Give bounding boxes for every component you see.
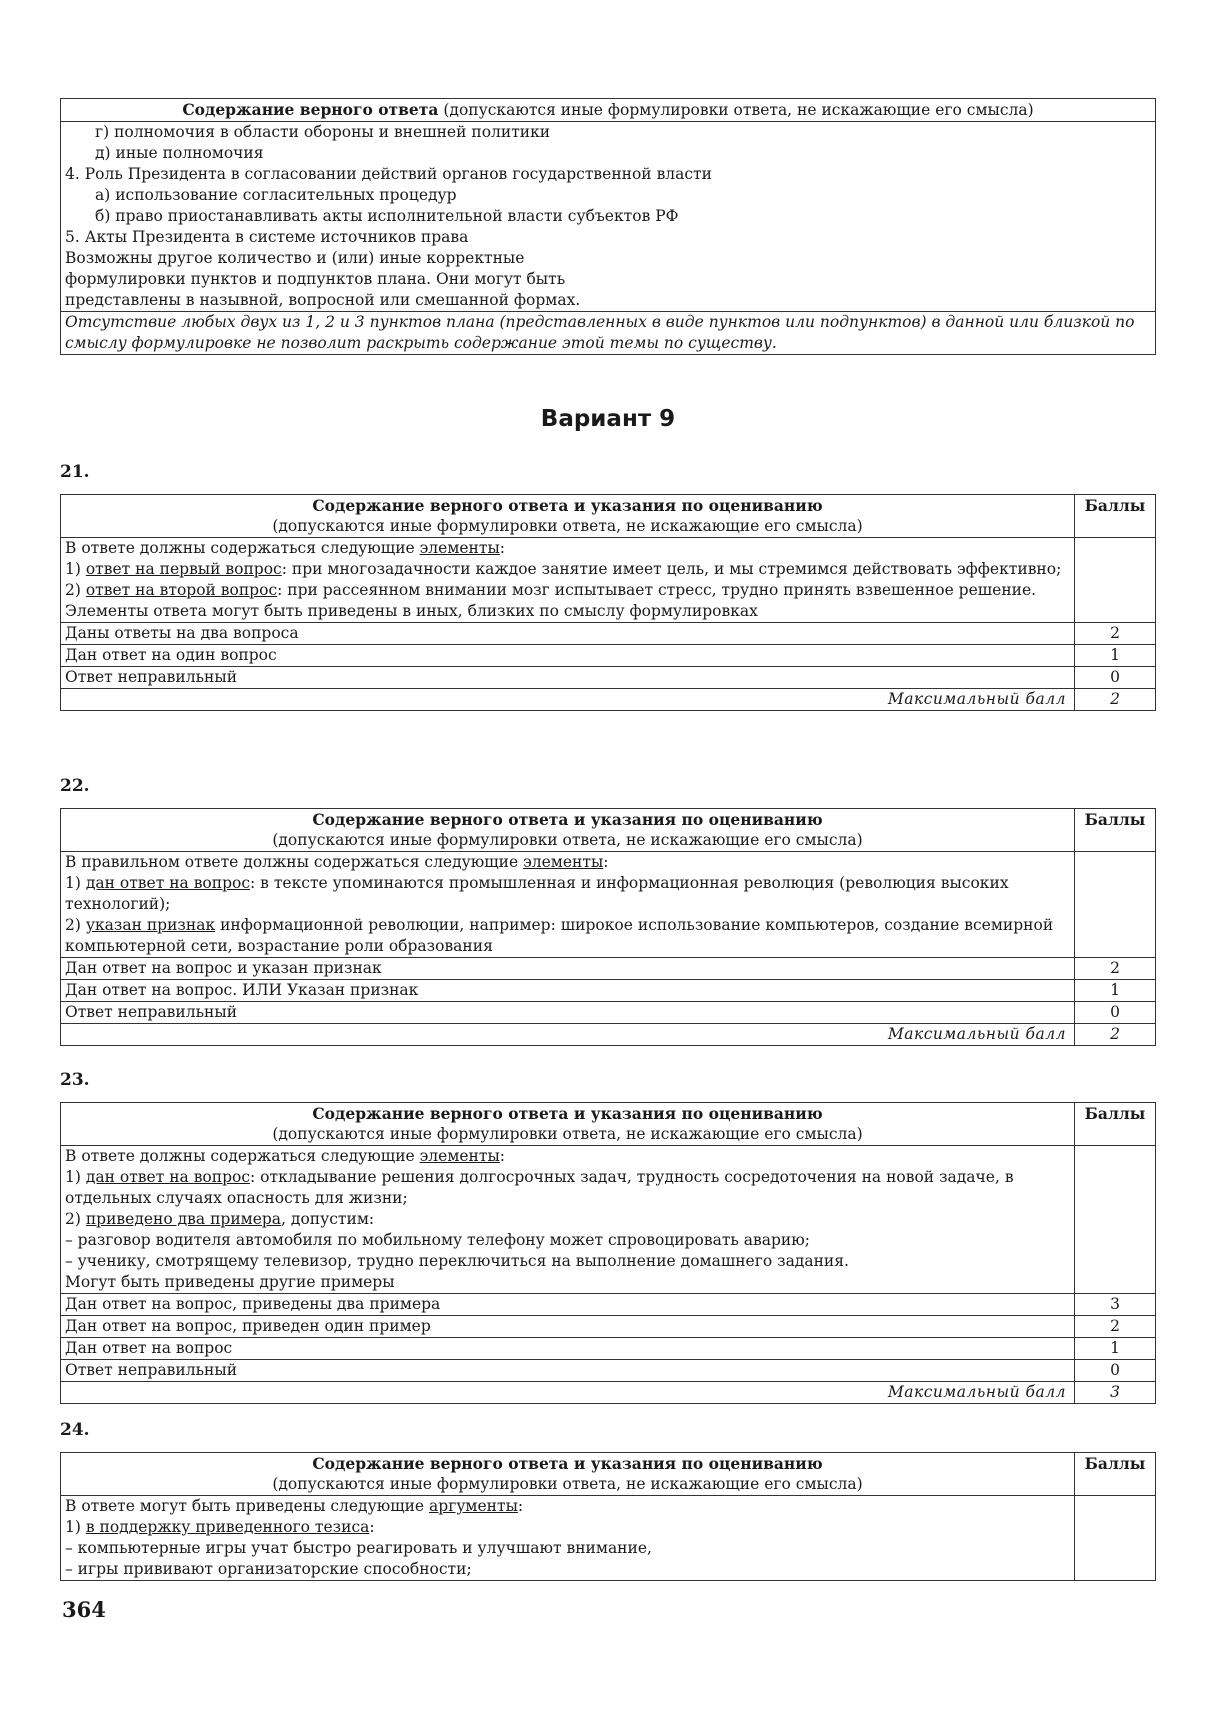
item-num: 1) (65, 1168, 86, 1186)
item-1 (65, 1167, 1070, 1209)
score-row (61, 980, 1156, 1002)
score-label: Дан ответ на вопрос (61, 1338, 1075, 1360)
score-row (61, 1294, 1156, 1316)
top-answer-table (60, 98, 1156, 355)
item-underlined: в поддержку приведенного тезиса (85, 1518, 370, 1536)
points-empty (1075, 852, 1156, 958)
score-row (61, 645, 1156, 667)
intro-underlined: элементы (523, 853, 604, 871)
max-points: 3 (1075, 1382, 1156, 1404)
q23-header (61, 1103, 1075, 1146)
item-text: : при многозадачности каждое занятие имеет цель, и мы стремимся действовать эффективно; (281, 560, 1062, 578)
q24-table (60, 1452, 1156, 1581)
score-row (61, 1338, 1156, 1360)
item-underlined: приведено два примера (85, 1210, 282, 1228)
item-text: , допустим: (281, 1210, 375, 1228)
score-row (61, 1360, 1156, 1382)
item-underlined: ответ на первый вопрос (85, 560, 282, 578)
max-row (61, 1382, 1156, 1404)
item-text: информационной революции, например: широкое использование компьютеров, создание всемирной компьютерной сети, возрастание роли образования (65, 916, 1054, 955)
points-header: Баллы (1075, 1103, 1156, 1146)
item-num: 1) (65, 560, 86, 578)
score-label: Даны ответы на два вопроса (61, 623, 1075, 645)
top-header-rest: (допускаются иные формулировки ответа, не искажающие его смысла) (443, 101, 1034, 119)
q24-body (61, 1496, 1075, 1581)
item-underlined: указан признак (85, 916, 216, 934)
intro (65, 538, 1070, 559)
max-row (61, 689, 1156, 711)
q24-header (61, 1453, 1075, 1496)
question-number-22: 22. (60, 776, 90, 796)
item-underlined: дан ответ на вопрос (85, 1168, 251, 1186)
plan-line: 5. Акты Президента в системе источников права (65, 228, 469, 246)
top-answer-note: Отсутствие любых двух из 1, 2 и 3 пунктов плана (представленных в виде пунктов или подпунктов) в данной или близкой по смыслу формулировке не позволит раскрыть содержание этой темы по существу. (61, 312, 1156, 355)
score-points: 2 (1075, 958, 1156, 980)
score-points: 2 (1075, 1316, 1156, 1338)
max-points: 2 (1075, 689, 1156, 711)
q22-body (61, 852, 1075, 958)
q21-body (61, 538, 1075, 623)
item-text: : откладывание решения долгосрочных задач, трудность сосредоточения на новой задаче, в отдельных случаях опасность для жизни; (65, 1168, 1014, 1207)
intro-text: В ответе могут быть приведены следующие (65, 1497, 430, 1515)
item-num: 2) (65, 916, 86, 934)
q23-table (60, 1102, 1156, 1404)
points-empty (1075, 1146, 1156, 1294)
score-row (61, 958, 1156, 980)
intro-underlined: элементы (419, 539, 500, 557)
intro (65, 852, 1070, 873)
example-2: – ученику, смотрящему телевизор, трудно переключиться на выполнение домашнего задания. (65, 1252, 849, 1270)
header-line-2: (допускаются иные формулировки ответа, не искажающие его смысла) (272, 831, 863, 849)
item-num: 1) (65, 1518, 86, 1536)
score-row (61, 667, 1156, 689)
item-num: 2) (65, 581, 86, 599)
points-empty (1075, 1496, 1156, 1581)
header-line-1: Содержание верного ответа и указания по оцениванию (312, 496, 823, 515)
item-1 (65, 1517, 1070, 1538)
header-line-1: Содержание верного ответа и указания по оцениванию (312, 810, 823, 829)
score-points: 0 (1075, 667, 1156, 689)
question-number-24: 24. (60, 1420, 90, 1440)
score-label: Дан ответ на вопрос, приведен один пример (61, 1316, 1075, 1338)
closing: Элементы ответа могут быть приведены в иных, близких по смыслу формулировках (65, 602, 758, 620)
header-line-1: Содержание верного ответа и указания по оцениванию (312, 1104, 823, 1123)
item-1 (65, 873, 1070, 915)
item-num: 1) (65, 874, 86, 892)
max-points: 2 (1075, 1024, 1156, 1046)
q23-body (61, 1146, 1075, 1294)
argument-1: – компьютерные игры учат быстро реагировать и улучшают внимание, (65, 1539, 652, 1557)
intro (65, 1146, 1070, 1167)
points-empty (1075, 538, 1156, 623)
score-row (61, 1316, 1156, 1338)
item-1 (65, 559, 1070, 580)
intro (65, 1496, 1070, 1517)
item-num: 2) (65, 1210, 86, 1228)
page-number: 364 (62, 1597, 106, 1622)
intro-text: В ответе должны содержаться следующие (65, 539, 420, 557)
intro-underlined: аргументы (429, 1497, 518, 1515)
score-row (61, 1002, 1156, 1024)
q21-table (60, 494, 1156, 711)
plan-line: представлены в назывной, вопросной или смешанной формах. (65, 291, 581, 309)
plan-line: 4. Роль Президента в согласовании действий органов государственной власти (65, 165, 712, 183)
plan-line: б) право приостанавливать акты исполнительной власти субъектов РФ (95, 207, 679, 225)
top-answer-header (61, 99, 1156, 122)
item-underlined: дан ответ на вопрос (85, 874, 251, 892)
q22-table (60, 808, 1156, 1046)
score-label: Дан ответ на вопрос, приведены два примера (61, 1294, 1075, 1316)
top-header-bold: Содержание верного ответа (182, 100, 439, 119)
question-number-21: 21. (60, 462, 90, 482)
q22-header (61, 809, 1075, 852)
item-text: : (369, 1518, 375, 1536)
item-2 (65, 915, 1070, 957)
intro-text: В ответе должны содержаться следующие (65, 1147, 420, 1165)
score-label: Дан ответ на вопрос и указан признак (61, 958, 1075, 980)
top-answer-body (61, 122, 1156, 312)
header-line-1: Содержание верного ответа и указания по оцениванию (312, 1454, 823, 1473)
example-1: – разговор водителя автомобиля по мобильному телефону может спровоцировать аварию; (65, 1231, 810, 1249)
points-header: Баллы (1075, 809, 1156, 852)
score-label: Ответ неправильный (61, 667, 1075, 689)
points-header: Баллы (1075, 495, 1156, 538)
score-points: 0 (1075, 1002, 1156, 1024)
item-text: : в тексте упоминаются промышленная и информационная революция (революция высоких технологий); (65, 874, 1009, 913)
intro-end: : (517, 1497, 524, 1515)
score-points: 1 (1075, 645, 1156, 667)
question-number-23: 23. (60, 1070, 90, 1090)
plan-line: Возможны другое количество и (или) иные корректные (65, 249, 525, 267)
score-points: 3 (1075, 1294, 1156, 1316)
item-2 (65, 580, 1070, 601)
points-header: Баллы (1075, 1453, 1156, 1496)
intro-text: В правильном ответе должны содержаться следующие (65, 853, 524, 871)
score-label: Ответ неправильный (61, 1360, 1075, 1382)
header-line-2: (допускаются иные формулировки ответа, не искажающие его смысла) (272, 1475, 863, 1493)
item-text: : при рассеянном внимании мозг испытывает стресс, трудно принять взвешенное решение. (277, 581, 1037, 599)
score-points: 2 (1075, 623, 1156, 645)
item-2 (65, 1209, 1070, 1230)
q21-header (61, 495, 1075, 538)
plan-line: д) иные полномочия (95, 144, 264, 162)
plan-line: формулировки пунктов и подпунктов плана. Они могут быть (65, 270, 566, 288)
header-line-2: (допускаются иные формулировки ответа, не искажающие его смысла) (272, 1125, 863, 1143)
variant-title: Вариант 9 (540, 406, 676, 432)
max-label: Максимальный балл (61, 689, 1075, 711)
plan-line: г) полномочия в области обороны и внешней политики (95, 123, 551, 141)
score-label: Дан ответ на один вопрос (61, 645, 1075, 667)
max-label: Максимальный балл (61, 1024, 1075, 1046)
score-label: Ответ неправильный (61, 1002, 1075, 1024)
score-points: 0 (1075, 1360, 1156, 1382)
score-points: 1 (1075, 980, 1156, 1002)
plan-line: а) использование согласительных процедур (95, 186, 457, 204)
item-underlined: ответ на второй вопрос (85, 581, 278, 599)
max-row (61, 1024, 1156, 1046)
max-label: Максимальный балл (61, 1382, 1075, 1404)
intro-end: : (603, 853, 609, 871)
closing: Могут быть приведены другие примеры (65, 1273, 395, 1291)
intro-underlined: элементы (419, 1147, 500, 1165)
header-line-2: (допускаются иные формулировки ответа, не искажающие его смысла) (272, 517, 863, 535)
score-label: Дан ответ на вопрос. ИЛИ Указан признак (61, 980, 1075, 1002)
argument-2: – игры прививают организаторские способности; (65, 1560, 472, 1578)
intro-end: : (499, 539, 506, 557)
intro-end: : (499, 1147, 506, 1165)
score-row (61, 623, 1156, 645)
score-points: 1 (1075, 1338, 1156, 1360)
